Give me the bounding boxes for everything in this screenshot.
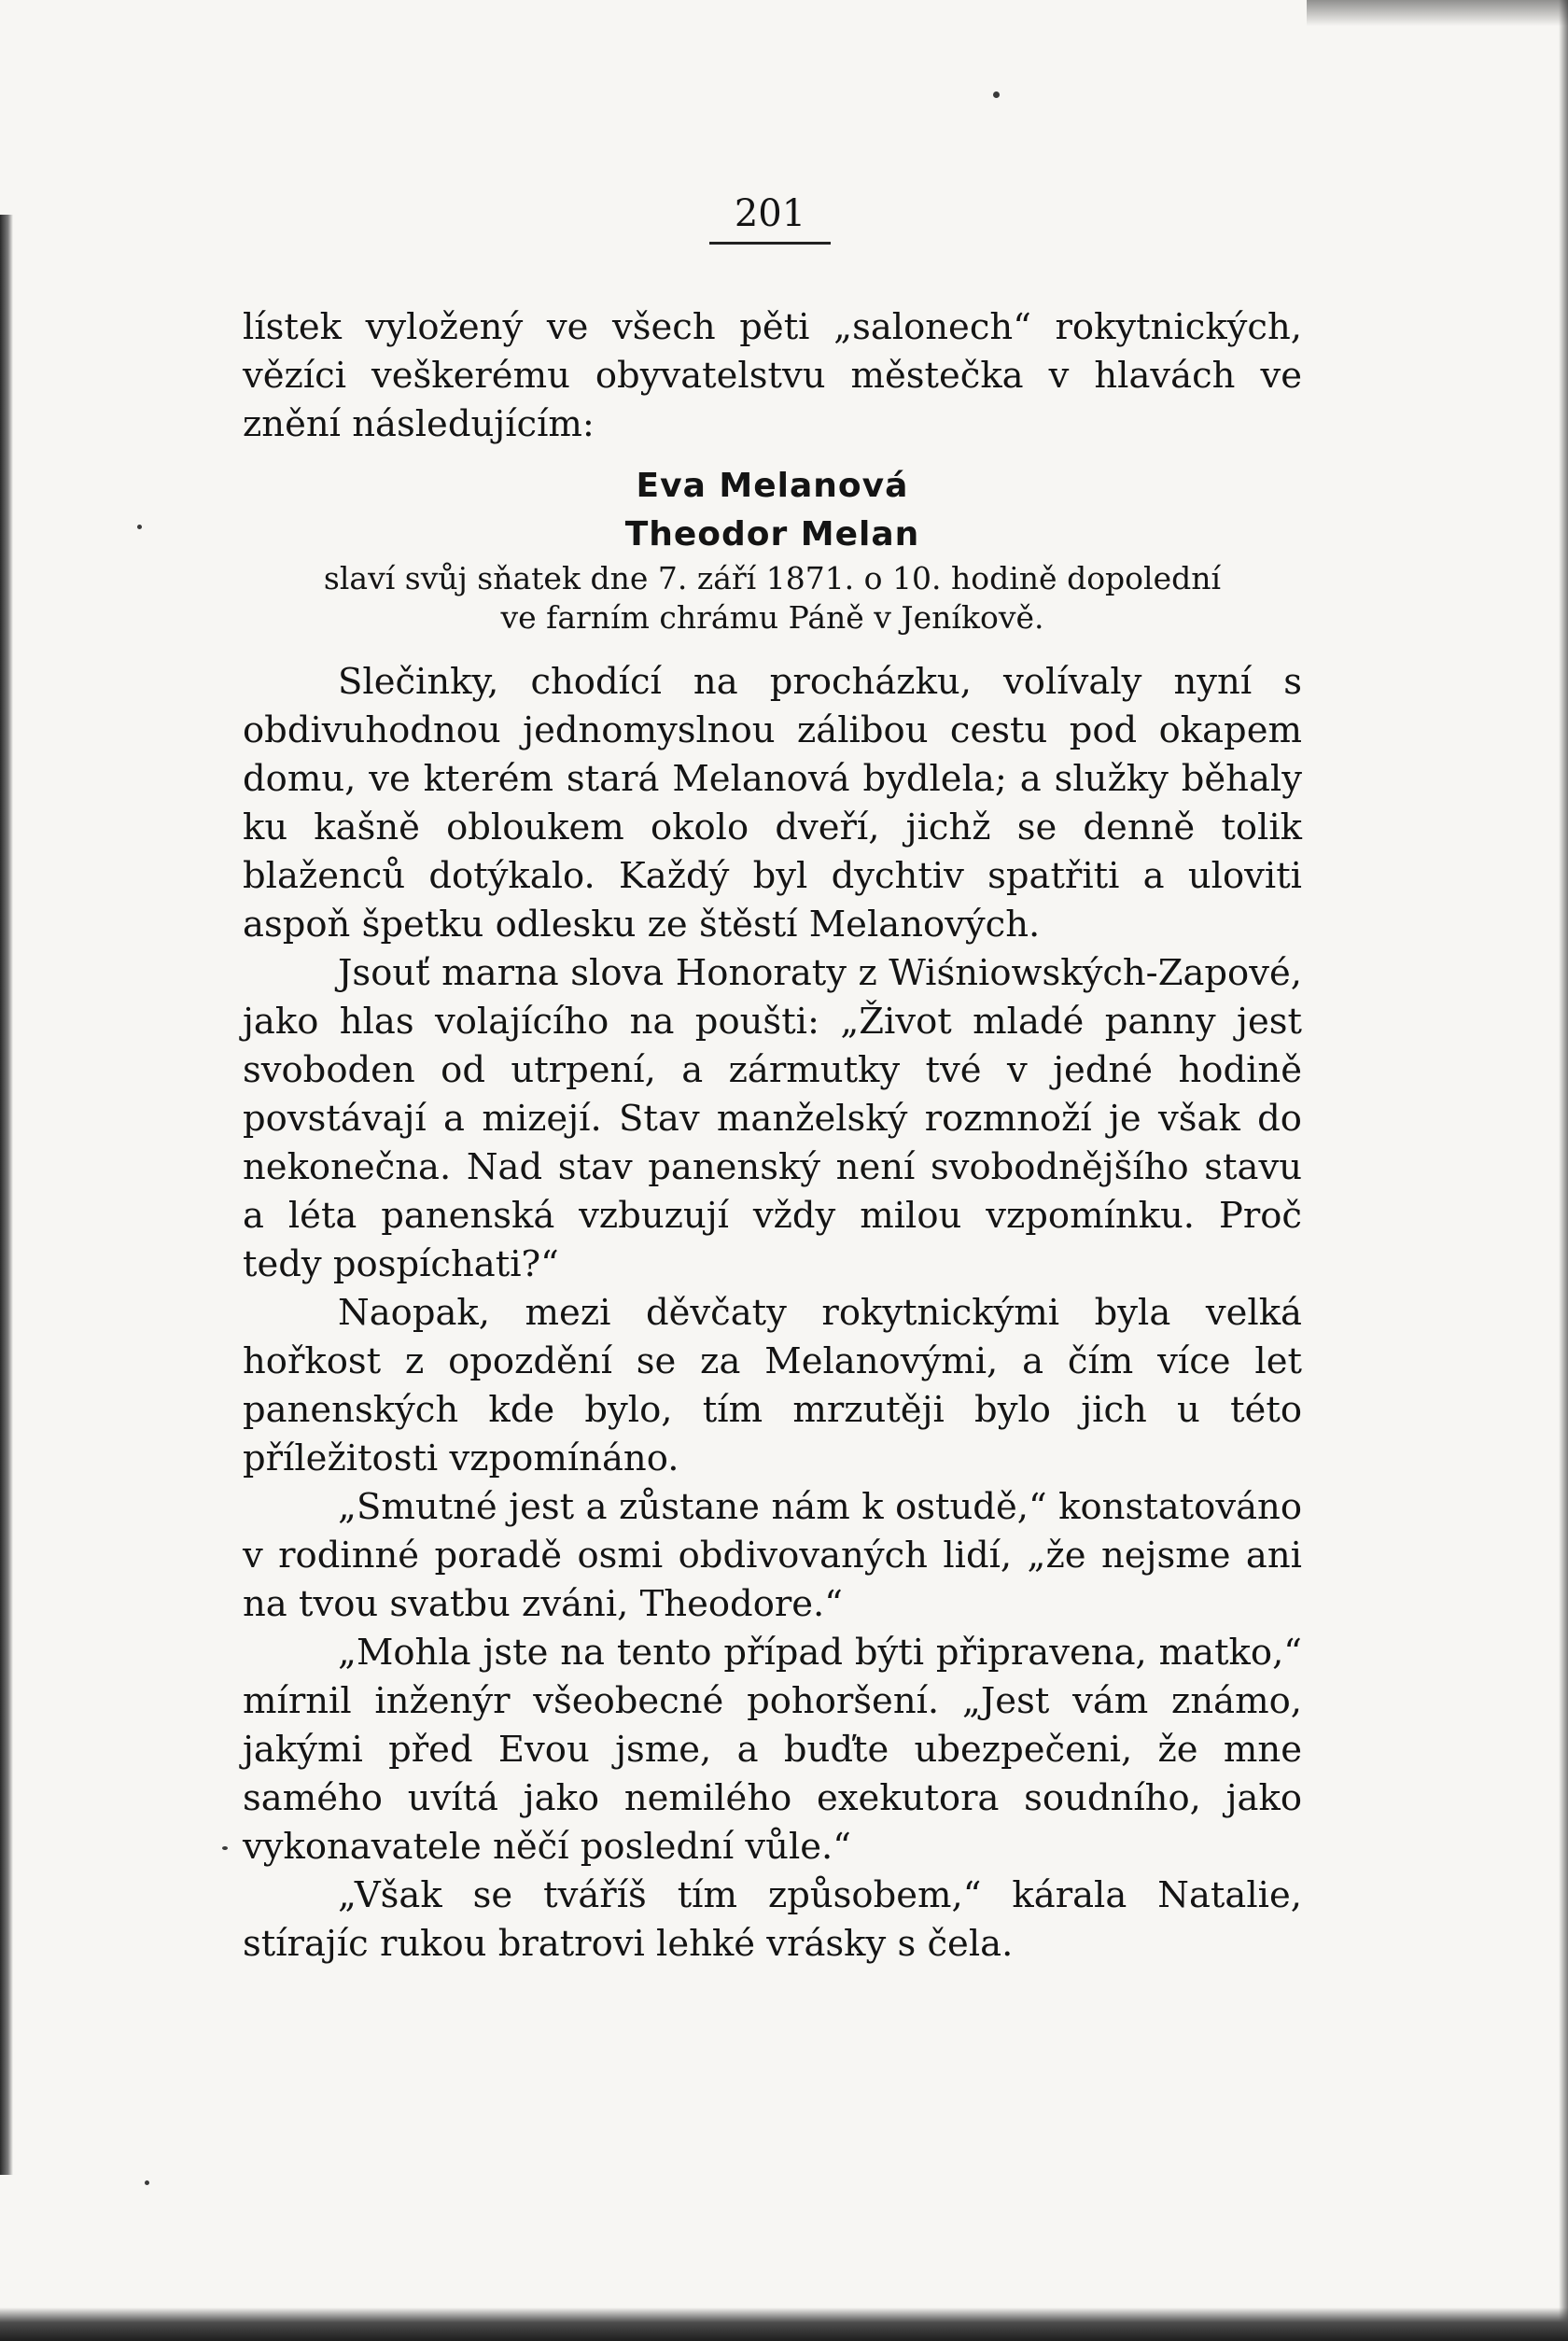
page-number: 201 [709, 191, 831, 245]
paragraph: Slečinky, chodící na procházku, volívaly nyní s obdivuhodnou jednomyslnou zálibou cestu pod okapem domu, ve kterém stará Melanová bydlela; a služky běhaly ku kašně obloukem okolo dveří, jichž se denně tolik blaženců dotýkalo. Každý byl dychtiv spatřiti a uloviti aspoň špetku odlesku ze štěstí Melanových. [243, 661, 1302, 946]
paragraph-opening: lístek vyložený ve všech pěti „salonech“ rokytnických, vězíci veškerému obyvatelstvu městečka v hlavách ve znění následujícím: [243, 306, 1302, 445]
page-scan-shadow-bottom [0, 2307, 1568, 2341]
book-text [243, 303, 1302, 1969]
announcement-date-line: slaví svůj sňatek dne 7. září 1871. o 10. hodině dopolední [323, 560, 1222, 596]
paragraph: Naopak, mezi děvčaty rokytnickými byla velká hořkost z opozdění se za Melanovými, a čím více let panenských kde bylo, tím mrzutěji bylo jich u této příležitosti vzpomínáno. [243, 1292, 1302, 1479]
scan-speck [222, 1846, 228, 1850]
page-binding-shadow-left [0, 215, 13, 2175]
announcement-groom-name: Theodor Melan [624, 515, 920, 554]
announcement-place-line: ve farním chrámu Páně v Jeníkově. [500, 599, 1044, 636]
paragraph: „Však se tváříš tím způsobem,“ kárala Natalie, stírajíc rukou bratrovi lehké vrásky s čela. [243, 1874, 1302, 1965]
paragraph: „Mohla jste na tento případ býti připravena, matko,“ mírnil inženýr všeobecné pohoršení. „Jest vám známo, jakými před Evou jsme, a buďte ubezpečeni, že mne samého uvítá jako nemilého exekutora soudního, jako vykonavatele něčí poslední vůle.“ [243, 1632, 1302, 1868]
scan-speck [993, 91, 1000, 98]
page-scan-shadow-right [1559, 0, 1568, 2341]
scan-speck [145, 2180, 149, 2185]
page-scan-shadow-top [1307, 0, 1568, 26]
paragraph: Jsouť marna slova Honoraty z Wiśniowských-Zapové, jako hlas volajícího na poušti: „Život mladé panny jest svoboden od utrpení, a zármutky tvé v jedné hodině povstávají a mizejí. Stav manželský rozmnoží je však do nekonečna. Nad stav panenský není svobodnějšího stavu a léta panenská vzbuzují vždy milou vzpomínku. Proč tedy pospíchati?“ [243, 952, 1302, 1285]
announcement-bride-name: Eva Melanová [636, 467, 909, 505]
scan-speck [137, 525, 142, 529]
paragraph: „Smutné jest a zůstane nám k ostudě,“ konstatováno v rodinné poradě osmi obdivovaných lidí, „že nejsme ani na tvou svatbu zváni, Theodore.“ [243, 1486, 1302, 1625]
